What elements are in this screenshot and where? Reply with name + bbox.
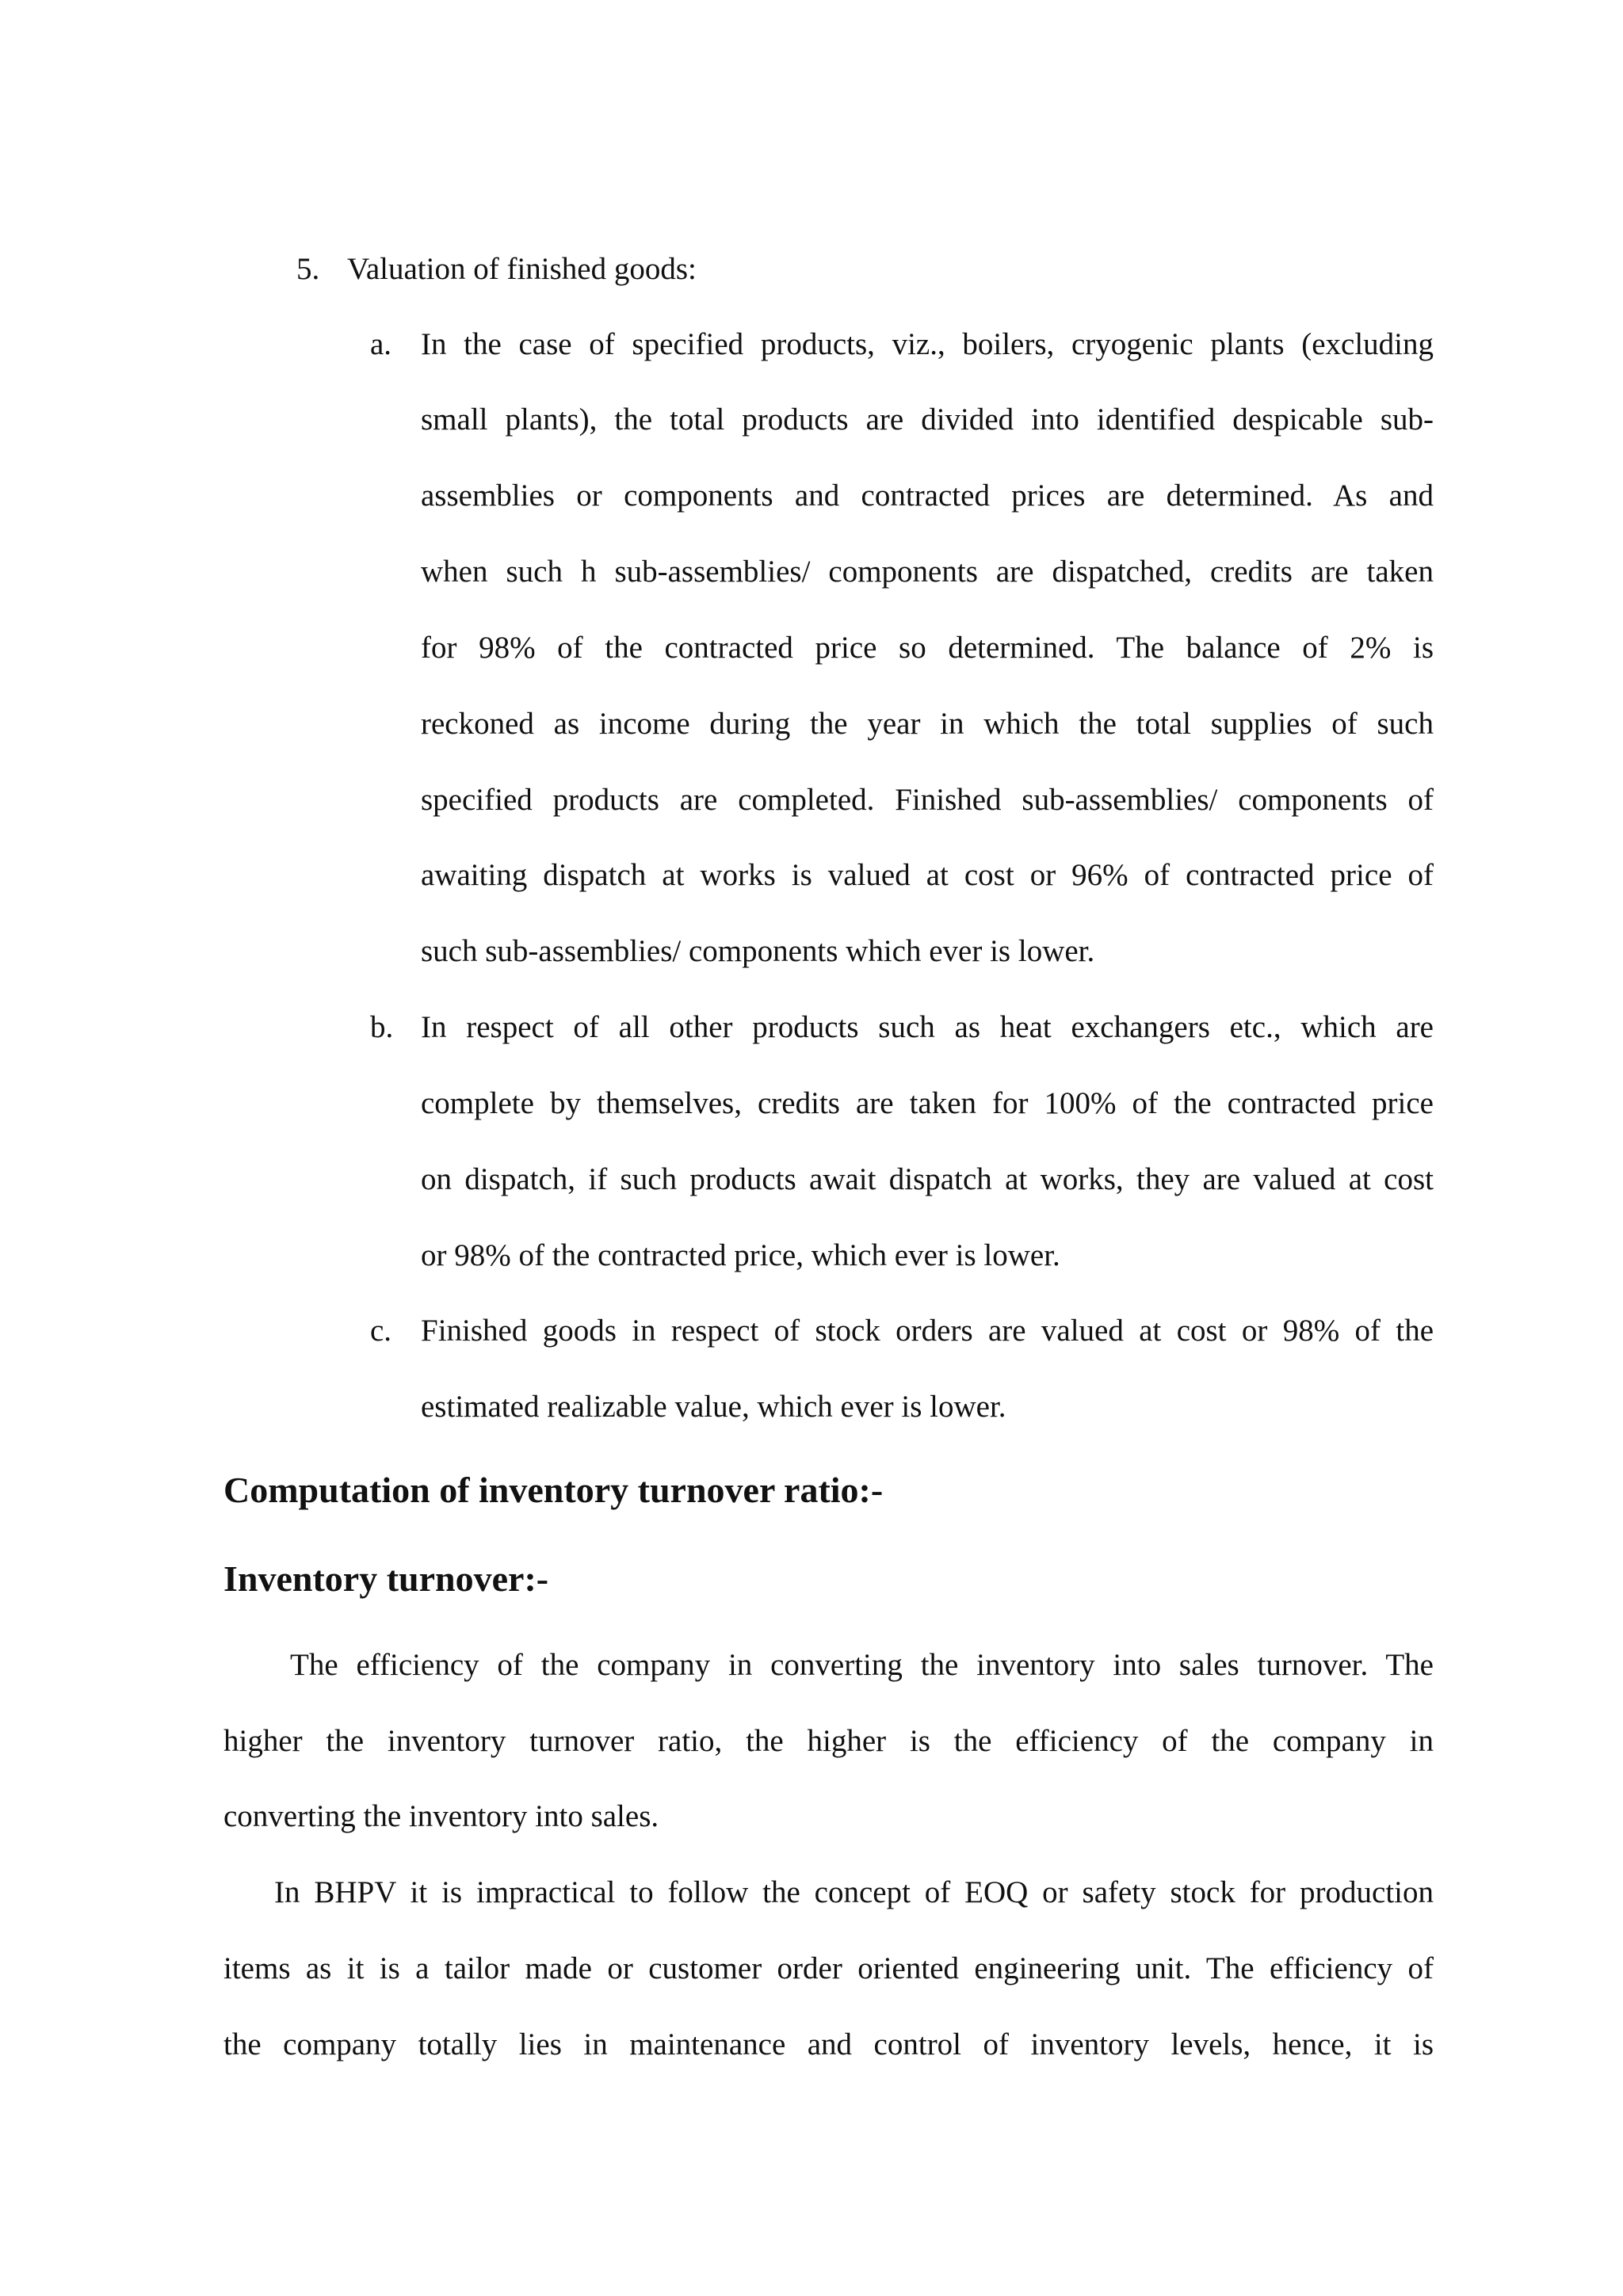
item-a-line-9: such sub-assemblies/ components which ever is lower. — [421, 934, 1095, 968]
item-a-line-1: In the case of specified products, viz., boilers, cryogenic plants (excluding — [421, 327, 1434, 361]
item-b-line-2: complete by themselves, credits are taken for 100% of the contracted price — [421, 1086, 1434, 1120]
paragraph-2-line-2: items as it is a tailor made or customer order oriented engineering unit. The efficiency of — [223, 1951, 1434, 1985]
item-a-line-8: awaiting dispatch at works is valued at cost or 96% of contracted price of — [421, 858, 1434, 892]
paragraph-2-line-1: In BHPV it is impractical to follow the concept of EOQ or safety stock for production — [274, 1875, 1434, 1909]
heading-inventory-turnover: Inventory turnover:- — [223, 1558, 549, 1599]
item-c-line-2: estimated realizable value, which ever is lower. — [421, 1390, 1006, 1424]
section-title: Valuation of finished goods: — [347, 252, 697, 286]
item-a-line-6: reckoned as income during the year in which the total supplies of such — [421, 707, 1434, 741]
item-a-line-3: assemblies or components and contracted prices are determined. As and — [421, 479, 1434, 513]
section-number: 5. — [296, 252, 320, 286]
item-a-line-4: when such h sub-assemblies/ components are dispatched, credits are taken — [421, 555, 1434, 589]
heading-computation: Computation of inventory turnover ratio:- — [223, 1470, 884, 1510]
item-b-line-4: or 98% of the contracted price, which ever is lower. — [421, 1238, 1060, 1272]
item-a-marker: a. — [370, 327, 392, 361]
paragraph-2-line-3: the company totally lies in maintenance and control of inventory levels, hence, it is — [223, 2027, 1434, 2061]
paragraph-1-line-1: The efficiency of the company in converting the inventory into sales turnover. The — [290, 1648, 1434, 1682]
item-b-line-1: In respect of all other products such as heat exchangers etc., which are — [421, 1010, 1434, 1044]
item-b-marker: b. — [370, 1010, 394, 1044]
item-c-line-1: Finished goods in respect of stock orders are valued at cost or 98% of the — [421, 1314, 1434, 1348]
paragraph-1-line-2: higher the inventory turnover ratio, the higher is the efficiency of the company in — [223, 1724, 1434, 1758]
paragraph-1-line-3: converting the inventory into sales. — [223, 1799, 659, 1833]
item-a-line-7: specified products are completed. Finished sub-assemblies/ components of — [421, 783, 1434, 817]
item-a-line-5: for 98% of the contracted price so determined. The balance of 2% is — [421, 631, 1434, 665]
item-a-line-2: small plants), the total products are divided into identified despicable sub- — [421, 402, 1434, 437]
item-b-line-3: on dispatch, if such products await dispatch at works, they are valued at cost — [421, 1162, 1434, 1196]
item-c-marker: c. — [370, 1314, 392, 1348]
